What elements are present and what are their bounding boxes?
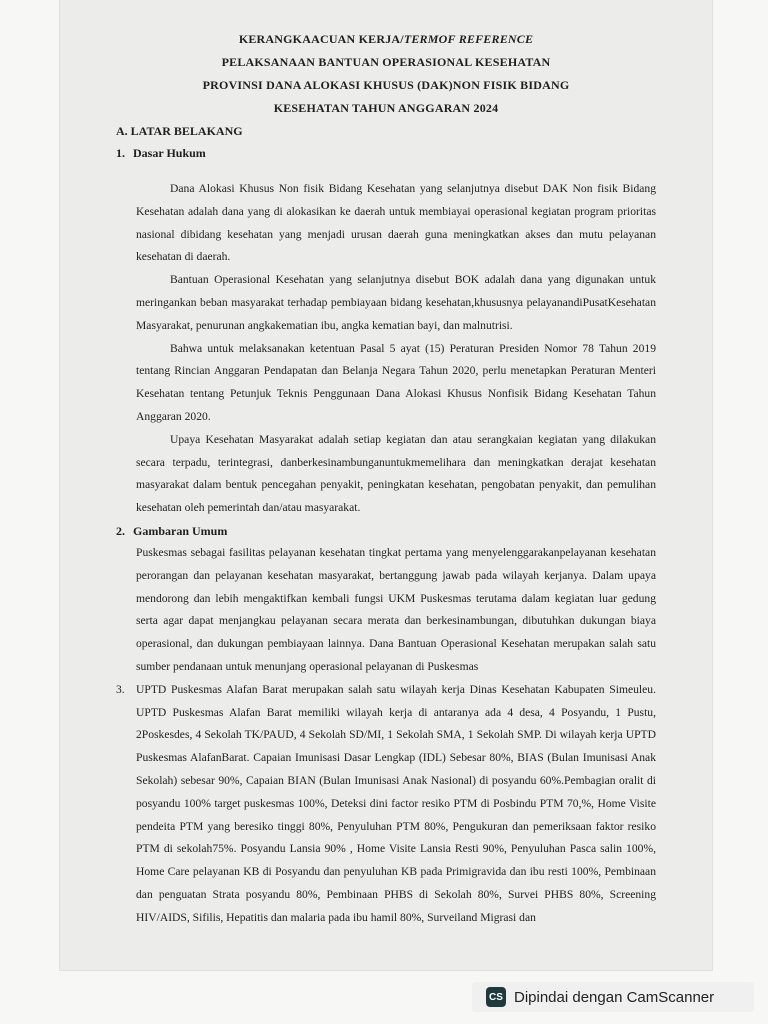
paragraph-bok: Bantuan Operasional Kesehatan yang selanjutnya disebut BOK adalah dana yang digunakan untuk meringankan beban masyarakat terhadap pembiayaan bidang kesehatan,khususnya pelayanandiPusatKesehatan Masyarakat, penurunan angkakematian ibu, angka kematian bayi, dan malnutrisi. [136,273,656,332]
scanned-page [60,0,712,970]
paragraph-regulation: Bahwa untuk melaksanakan ketentuan Pasal 5 ayat (15) Peraturan Presiden Nomor 78 Tahun 2019 tentang Rincian Anggaran Pendapatan dan Belanja Negara Tahun 2020, perlu menetapkan Peraturan Menteri Kesehatan tentang Petunjuk Teknis Penggunaan Dana Alokasi Khusus Nonfisik Bidang Kesehatan Tahun Anggaran 2020. [136,341,656,423]
title-line-3: PROVINSI DANA ALOKASI KHUSUS (DAK)NON FISIK BIDANG [202,78,570,92]
item-number: 3. [116,682,125,696]
title-part-2: TERMOF REFERENCE [403,32,534,46]
section-heading-a: A. LATAR BELAKANG [116,124,243,138]
subsection-heading-2 [116,520,656,542]
paragraph-gambaran-umum: Puskesmas sebagai fasilitas pelayanan kesehatan tingkat pertama yang menyelenggarakanpelayanan kesehatan perorangan dan pelayanan kesehatan masyarakat, bertanggung jawab pada wilayah kerjanya. Dalam upaya mendorong dan lebih mengaktifkan kembali fungsi UKM Puskesmas terutama dalam kegiatan luar gedung serta agar dapat menjangkau pelayanan secara merata dan berkesinambungan, dibutuhkan dukungan biaya operasional, dan dukungan pembiayaan lainnya. Dana Bantuan Operasional Kesehatan merupakan salah satu sumber pendanaan untuk menunjang operasional pelayanan di Puskesmas [136,545,656,673]
title-line-4: KESEHATAN TAHUN ANGGARAN 2024 [273,101,499,115]
subsection-label: Gambaran Umum [133,523,228,538]
paragraph-ukm: Upaya Kesehatan Masyarakat adalah setiap kegiatan dan atau serangkaian kegiatan yang dilakukan secara terpadu, terintegrasi, danberkesinambunganuntukmemelihara dan meningkatkan derajat kesehatan masyarakat dalam bentuk pencegahan penyakit, peningkatan kesehatan, pengobatan penyakit, dan pemulihan kesehatan oleh pemerintah dan/atau masyarakat. [136,432,656,515]
camscanner-logo: CS [486,987,506,1007]
document-body [116,28,656,930]
camscanner-label: Dipindai dengan CamScanner [514,988,715,1006]
subsection-label: Dasar Hukum [133,146,206,160]
subsection-number: 1. [116,146,125,160]
title-line-2: PELAKSANAAN BANTUAN OPERASIONAL KESEHATAN [221,55,551,69]
title-part-1: KERANGKAACUAN KERJA/ [238,32,404,46]
subsection-number: 2. [116,523,125,538]
numbered-item-3 [116,679,656,930]
subsection-heading-1 [116,142,656,164]
paragraph-dak: Dana Alokasi Khusus Non fisik Bidang Kesehatan yang selanjutnya disebut DAK Non fisik Bidang Kesehatan adalah dana yang di alokasikan ke daerah untuk membiayai operasional kegiatan program prioritas nasional dibidang kesehatan yang menjadi urusan daerah guna meningkatkan akses dan mutu pelayanan kesehatan di daerah. [136,182,656,264]
camscanner-watermark [472,982,754,1012]
item-text: UPTD Puskesmas Alafan Barat merupakan salah satu wilayah kerja Dinas Kesehatan Kabupaten Simeuleu. UPTD Puskesmas Alafan Barat memiliki wilayah kerja di antaranya ada 4 desa, 4 Posyandu, 1 Pustu, 2Poskesdes, 4 Sekolah TK/PAUD, 4 Sekolah SD/MI, 1 Sekolah SMA, 1 Sekolah SMP. Di wilayah kerja UPTD Puskesmas AlafanBarat. Capaian Imunisasi Dasar Lengkap (IDL) Sebesar 80%, BIAS (Bulan Imunisasi Anak Sekolah) sebesar 90%, Capaian BIAN (Bulan Imunisasi Anak Nasional) di posyandu 60%.Pembagian oralit di posyandu 100% target puskesmas 100%, Deteksi dini factor resiko PTM di Posbindu PTM 70,%, Home Visite pendeita PTM yang beresiko tinggi 80%, Penyuluhan PTM 80%, Pengukuran dan pemeriksaan faktor resiko PTM di sekolah75%. Posyandu Lansia 90% , Home Visite Lansia Resti 90%, Penyuluhan Pasca salin 100%, Home Care pelayanan KB di Posyandu dan penyuluhan KB pada Primigravida dan ibu resti 100%, Pembinaan dan penguatan Strata posyandu 80%, Pembinaan PHBS di Sekolah 80%, Survei PHBS 80%, Screening HIV/AIDS, Sifilis, Hepatitis dan malaria pada ibu hamil 80%, Surveiland Migrasi dan [136,682,656,924]
title-line-1 [116,28,656,51]
